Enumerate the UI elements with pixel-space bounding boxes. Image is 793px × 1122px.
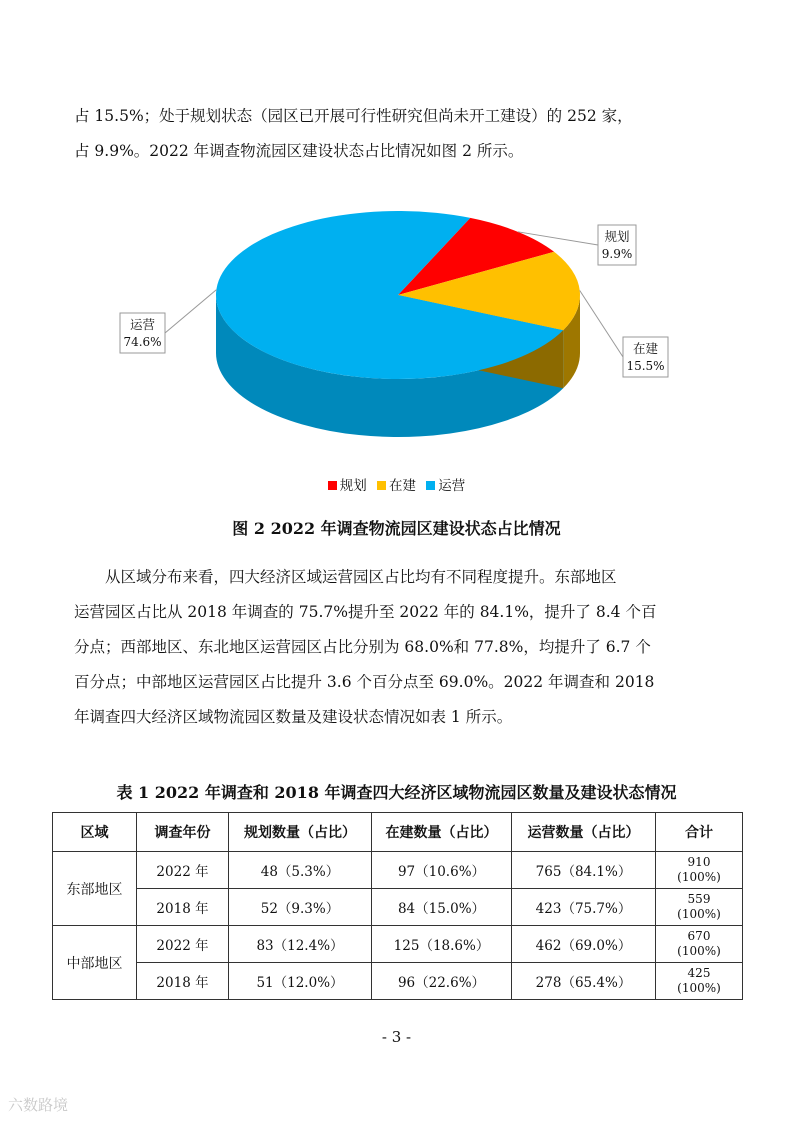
column-header: 调查年份 xyxy=(137,813,229,852)
oper-cell: 462（69.0%） xyxy=(512,926,656,963)
year-cell: 2018 年 xyxy=(137,963,229,1000)
legend-label: 在建 xyxy=(389,478,416,494)
build-cell: 84（15.0%） xyxy=(372,889,512,926)
total-cell xyxy=(656,852,743,889)
slice-value-label: 15.5% xyxy=(626,359,665,373)
figure-caption: 图 2 2022 年调查物流园区建设状态占比情况 xyxy=(232,519,561,538)
text-line: 从区域分布来看，四大经济区域运营园区占比均有不同程度提升。东部地区 xyxy=(105,568,617,586)
plan-cell: 48（5.3%） xyxy=(229,852,372,889)
text-line: 占 15.5%；处于规划状态（园区已开展可行性研究但尚未开工建设）的 252 家， xyxy=(74,107,633,125)
page-number: - 3 - xyxy=(381,1028,412,1046)
total-cell xyxy=(656,889,743,926)
pie-tops xyxy=(216,211,580,379)
legend-label: 规划 xyxy=(339,478,367,494)
plan-cell: 51（12.0%） xyxy=(229,963,372,1000)
total-percent: (100%) xyxy=(677,907,721,921)
oper-cell: 423（75.7%） xyxy=(512,889,656,926)
legend-item-operating xyxy=(426,474,465,494)
column-header: 规划数量（占比） xyxy=(229,813,372,852)
body-paragraph xyxy=(74,560,724,735)
label-leader-line xyxy=(580,291,623,357)
slice-name-label: 在建 xyxy=(632,341,659,356)
build-cell: 97（10.6%） xyxy=(372,852,512,889)
text-line: 占 9.9%。2022 年调查物流园区建设状态占比情况如图 2 所示。 xyxy=(74,142,524,160)
year-cell: 2018 年 xyxy=(137,889,229,926)
table-row xyxy=(53,963,743,1000)
data-table xyxy=(52,812,743,1000)
table-row xyxy=(53,889,743,926)
text-line: 分点；西部地区、东北地区运营园区占比分别为 68.0%和 77.8%，均提升了 6.7 个 xyxy=(74,638,651,656)
slice-value-label: 74.6% xyxy=(123,335,162,349)
region-cell: 中部地区 xyxy=(53,926,137,1000)
oper-cell: 765（84.1%） xyxy=(512,852,656,889)
total-cell xyxy=(656,963,743,1000)
total-percent: (100%) xyxy=(677,944,721,958)
column-header: 合计 xyxy=(656,813,743,852)
total-cell xyxy=(656,926,743,963)
total-number: 425 xyxy=(687,966,711,980)
total-percent: (100%) xyxy=(677,870,721,884)
year-cell: 2022 年 xyxy=(137,852,229,889)
table-header-row xyxy=(53,813,743,852)
table-caption: 表 1 2022 年调查和 2018 年调查四大经济区域物流园区数量及建设状态情况 xyxy=(116,783,677,802)
total-percent: (100%) xyxy=(677,981,721,995)
build-cell: 125（18.6%） xyxy=(372,926,512,963)
pie-chart xyxy=(100,205,700,465)
legend-swatch xyxy=(377,481,386,490)
legend-item-planning xyxy=(328,474,367,494)
text-line: 百分点；中部地区运营园区占比提升 3.6 个百分点至 69.0%。2022 年调查和 2018 xyxy=(74,673,655,691)
total-number: 559 xyxy=(687,892,711,906)
year-cell: 2022 年 xyxy=(137,926,229,963)
legend-item-construction xyxy=(377,474,416,494)
column-header: 运营数量（占比） xyxy=(512,813,656,852)
intro-paragraph xyxy=(74,99,724,169)
watermark: 六数路境 xyxy=(8,1096,69,1114)
oper-cell: 278（65.4%） xyxy=(512,963,656,1000)
label-leader-line xyxy=(165,290,216,333)
total-number: 670 xyxy=(687,929,711,943)
plan-cell: 52（9.3%） xyxy=(229,889,372,926)
legend-label: 运营 xyxy=(438,478,466,494)
chart-legend xyxy=(0,474,793,494)
slice-name-label: 规划 xyxy=(604,229,630,244)
region-cell: 东部地区 xyxy=(53,852,137,926)
table-row xyxy=(53,926,743,963)
legend-swatch xyxy=(328,481,337,490)
column-header: 在建数量（占比） xyxy=(372,813,512,852)
column-header: 区域 xyxy=(53,813,137,852)
legend-swatch xyxy=(426,481,435,490)
text-line: 运营园区占比从 2018 年调查的 75.7%提升至 2022 年的 84.1%，提升了 8.4 个百 xyxy=(74,603,657,621)
total-number: 910 xyxy=(687,855,711,869)
slice-value-label: 9.9% xyxy=(601,247,633,261)
table-row xyxy=(53,852,743,889)
build-cell: 96（22.6%） xyxy=(372,963,512,1000)
plan-cell: 83（12.4%） xyxy=(229,926,372,963)
text-line: 年调查四大经济区域物流园区数量及建设状态情况如表 1 所示。 xyxy=(74,708,513,726)
slice-name-label: 运营 xyxy=(129,317,156,332)
